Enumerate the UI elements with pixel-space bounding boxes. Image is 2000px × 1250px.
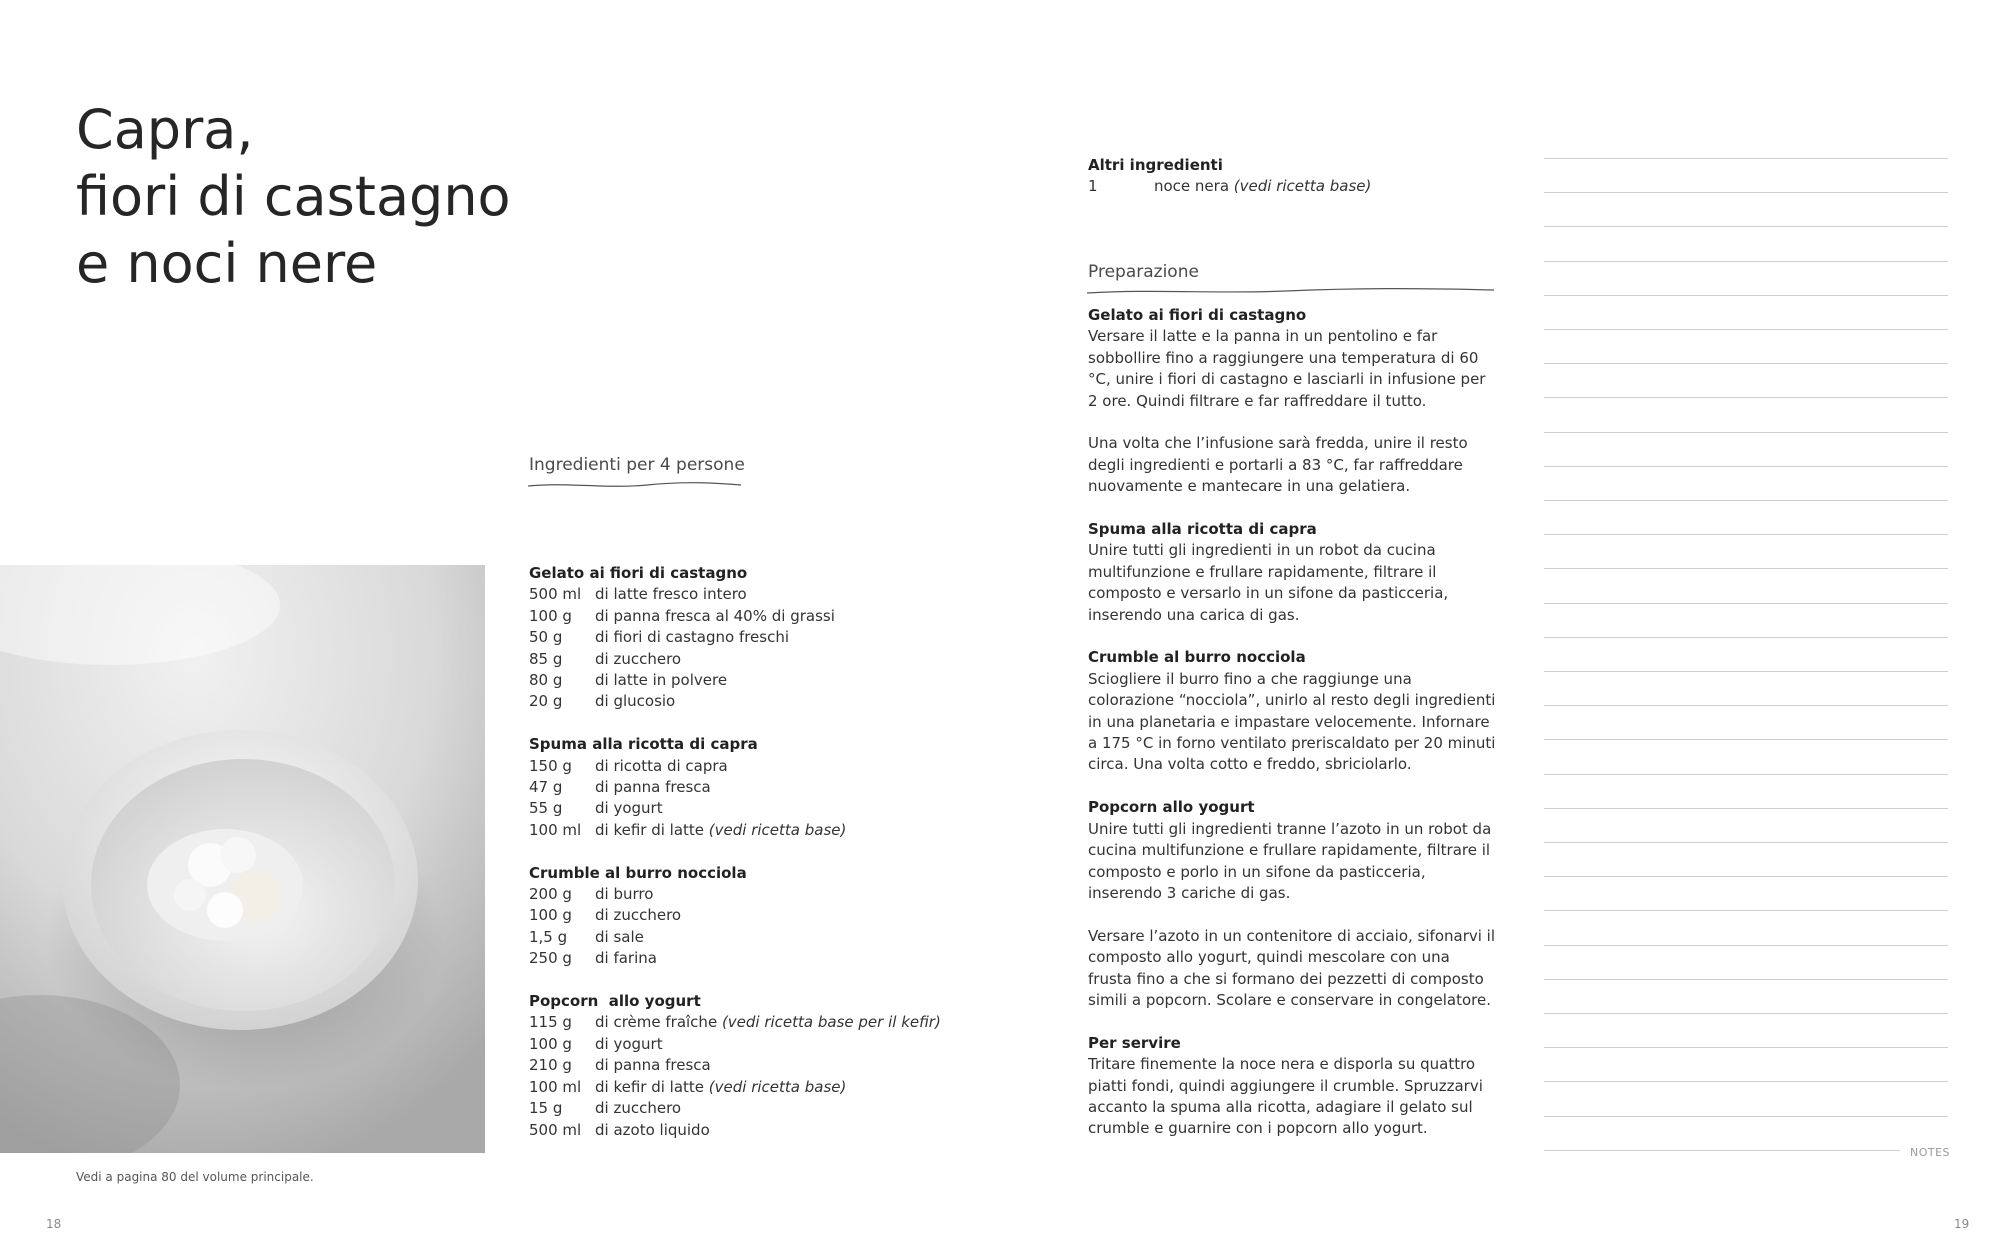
group-title: Spuma alla ricotta di capra bbox=[529, 735, 758, 754]
qty: 1 bbox=[1088, 177, 1098, 196]
ingredient-group-crumble bbox=[529, 863, 979, 970]
note-line bbox=[1544, 192, 1948, 193]
note-line bbox=[1544, 1081, 1948, 1082]
note-line bbox=[1544, 671, 1948, 672]
note-line bbox=[1544, 295, 1948, 296]
prep-paragraph: Versare il latte e la panna in un pentolino e far sobbollire fino a raggiungere una temperatura di 60 °C, unire i fiori di castagno e lasciarli in infusione per 2 ore. Quindi filtrare e far raffreddare il tutto. bbox=[1088, 327, 1486, 410]
note-line bbox=[1544, 466, 1948, 467]
note-line bbox=[1544, 637, 1948, 638]
note-line bbox=[1544, 1116, 1948, 1117]
qty: 115 g bbox=[529, 1013, 572, 1032]
ingredient-row bbox=[529, 1034, 979, 1055]
ingredient-row bbox=[529, 627, 979, 648]
ingredient-row bbox=[529, 1012, 979, 1033]
desc: di panna fresca bbox=[595, 1056, 711, 1075]
prep-paragraph: Una volta che l’infusione sarà fredda, unire il resto degli ingredienti e portarli a 83 °C, far raffreddare nuovamente e mantecare in una gelatiera. bbox=[1088, 434, 1468, 496]
desc-text: di crème fraîche bbox=[595, 1013, 722, 1032]
desc-note: (vedi ricetta base) bbox=[708, 1077, 847, 1096]
prep-title: Per servire bbox=[1088, 1033, 1181, 1052]
desc: di ricotta di capra bbox=[595, 756, 728, 775]
desc: di zucchero bbox=[595, 1099, 682, 1118]
desc: di zucchero bbox=[595, 906, 682, 925]
prep-title: Gelato ai fiori di castagno bbox=[1088, 306, 1307, 324]
ingredient-group-spuma bbox=[529, 734, 979, 841]
dish-photo bbox=[0, 565, 485, 1153]
note-line bbox=[1544, 329, 1948, 330]
ingredient-row bbox=[529, 1120, 979, 1141]
qty: 1,5 g bbox=[529, 927, 568, 946]
preparation-steps bbox=[1088, 305, 1498, 1161]
desc bbox=[1154, 176, 1371, 197]
note-line bbox=[1544, 876, 1948, 877]
prep-title: Crumble al burro nocciola bbox=[1088, 648, 1306, 667]
ingredient-group-gelato bbox=[529, 563, 979, 713]
page-number-left: 18 bbox=[46, 1217, 62, 1231]
ingredient-row bbox=[529, 691, 979, 712]
group-title: Popcorn allo yogurt bbox=[529, 992, 701, 1011]
qty: 50 g bbox=[529, 628, 563, 647]
ingredient-row bbox=[529, 1077, 979, 1098]
qty: 20 g bbox=[529, 692, 563, 711]
desc: di azoto liquido bbox=[595, 1120, 710, 1139]
desc-text: di kefir di latte bbox=[595, 820, 709, 839]
title-line-3: e noci nere bbox=[76, 232, 378, 295]
desc-note: (vedi ricetta base) bbox=[708, 820, 847, 839]
qty: 500 ml bbox=[529, 1120, 582, 1139]
note-line bbox=[1544, 1013, 1948, 1014]
desc-note: (vedi ricetta base per il kefir) bbox=[721, 1013, 941, 1032]
recipe-title bbox=[76, 96, 536, 297]
note-line bbox=[1544, 534, 1948, 535]
ingredient-row bbox=[529, 798, 979, 819]
ingredient-row bbox=[529, 584, 979, 605]
desc: di panna fresca bbox=[595, 778, 711, 797]
photo-caption: Vedi a pagina 80 del volume principale. bbox=[76, 1170, 314, 1184]
qty: 100 g bbox=[529, 1034, 572, 1053]
group-title: Gelato ai fiori di castagno bbox=[529, 564, 748, 582]
qty: 100 ml bbox=[529, 1077, 582, 1096]
note-line bbox=[1544, 500, 1948, 501]
other-ingredients-title: Altri ingredienti bbox=[1088, 156, 1223, 174]
qty: 80 g bbox=[529, 671, 563, 690]
qty: 55 g bbox=[529, 799, 563, 818]
prep-paragraph: Versare l’azoto in un contenitore di acciaio, sifonarvi il composto allo yogurt, quindi mescolare con una frusta fino a che si formano dei pezzetti di composto simili a popcorn. Scolare e conservare in congelatore. bbox=[1088, 926, 1496, 1009]
qty: 150 g bbox=[529, 756, 572, 775]
note-line bbox=[1544, 910, 1948, 911]
notes-label: NOTES bbox=[1910, 1146, 1951, 1159]
prep-paragraph: Unire tutti gli ingredienti in un robot da cucina multifunzione e frullare rapidamente, filtrare il composto e versarlo in un sifone da pasticceria, inserendo una carica di gas. bbox=[1088, 541, 1449, 624]
ingredient-row bbox=[529, 670, 979, 691]
ingredients-underline bbox=[527, 480, 743, 490]
qty: 250 g bbox=[529, 949, 572, 968]
ingredient-row bbox=[529, 1055, 979, 1076]
ingredient-row bbox=[529, 927, 979, 948]
desc bbox=[595, 1012, 941, 1033]
desc: di panna fresca al 40% di grassi bbox=[595, 606, 835, 625]
group-title: Crumble al burro nocciola bbox=[529, 863, 747, 882]
desc: di zucchero bbox=[595, 649, 682, 668]
page-number-right: 19 bbox=[1954, 1217, 1970, 1231]
note-line bbox=[1544, 979, 1948, 980]
ingredient-row bbox=[529, 606, 979, 627]
qty: 200 g bbox=[529, 885, 572, 904]
desc: di sale bbox=[595, 927, 644, 946]
ingredient-group-popcorn bbox=[529, 991, 979, 1141]
preparation-underline bbox=[1086, 285, 1496, 297]
desc-note: (vedi ricetta base) bbox=[1233, 177, 1372, 196]
prep-title: Popcorn allo yogurt bbox=[1088, 798, 1255, 817]
title-line-1: Capra, bbox=[76, 98, 254, 161]
note-line bbox=[1544, 363, 1948, 364]
note-line bbox=[1544, 568, 1948, 569]
ingredients-heading: Ingredienti per 4 persone bbox=[529, 455, 745, 475]
ingredient-row bbox=[529, 948, 979, 969]
note-line bbox=[1544, 1150, 1900, 1151]
desc: di latte fresco intero bbox=[595, 585, 747, 604]
note-line bbox=[1544, 261, 1948, 262]
preparation-heading: Preparazione bbox=[1088, 262, 1199, 282]
qty: 210 g bbox=[529, 1056, 572, 1075]
note-line bbox=[1544, 226, 1948, 227]
desc: di glucosio bbox=[595, 692, 676, 711]
desc: di yogurt bbox=[595, 1034, 663, 1053]
prep-paragraph: Unire tutti gli ingredienti tranne l’azoto in un robot da cucina multifunzione e frullare rapidamente, filtrare il composto e porlo in un sifone da pasticceria, inserendo 3 cariche di gas. bbox=[1088, 819, 1492, 902]
note-line bbox=[1544, 945, 1948, 946]
desc-text: di kefir di latte bbox=[595, 1077, 709, 1096]
note-line bbox=[1544, 842, 1948, 843]
qty: 85 g bbox=[529, 649, 563, 668]
note-line bbox=[1544, 158, 1948, 159]
note-line bbox=[1544, 1047, 1948, 1048]
note-line bbox=[1544, 397, 1948, 398]
note-line bbox=[1544, 774, 1948, 775]
title-line-2: fiori di castagno bbox=[76, 165, 511, 228]
qty: 15 g bbox=[529, 1099, 563, 1118]
qty: 500 ml bbox=[529, 585, 582, 604]
qty: 100 g bbox=[529, 906, 572, 925]
ingredient-row bbox=[1088, 176, 1508, 197]
ingredient-row bbox=[529, 884, 979, 905]
ingredient-row bbox=[529, 756, 979, 777]
prep-title: Spuma alla ricotta di capra bbox=[1088, 520, 1317, 539]
note-line bbox=[1544, 432, 1948, 433]
other-ingredients bbox=[1088, 155, 1508, 198]
qty: 100 g bbox=[529, 606, 572, 625]
note-line bbox=[1544, 603, 1948, 604]
bowl-illustration bbox=[0, 565, 485, 1153]
qty: 100 ml bbox=[529, 820, 582, 839]
prep-paragraph: Sciogliere il burro fino a che raggiunge una colorazione “nocciola”, unirlo al resto degli ingredienti in una planetaria e impastare velocemente. Infornare a 175 °C in forno ventilato preriscaldato per 20 minuti circa. Una volta cotto e freddo, sbriciolarlo. bbox=[1088, 669, 1496, 774]
ingredient-row bbox=[529, 1098, 979, 1119]
desc: di yogurt bbox=[595, 799, 663, 818]
ingredient-row bbox=[529, 820, 979, 841]
desc-text: noce nera bbox=[1154, 177, 1234, 196]
prep-paragraph: Tritare finemente la noce nera e disporla su quattro piatti fondi, quindi aggiungere il crumble. Spruzzarvi accanto la spuma alla ricotta, adagiare il gelato sul crumble e guarnire con i popcorn allo yogurt. bbox=[1088, 1055, 1483, 1138]
desc bbox=[595, 820, 846, 841]
ingredients-list bbox=[529, 563, 979, 1162]
note-line bbox=[1544, 705, 1948, 706]
ingredient-row bbox=[529, 777, 979, 798]
desc: di farina bbox=[595, 949, 657, 968]
note-line bbox=[1544, 739, 1948, 740]
note-line bbox=[1544, 808, 1948, 809]
desc bbox=[595, 1077, 846, 1098]
desc: di burro bbox=[595, 885, 654, 904]
desc: di latte in polvere bbox=[595, 671, 728, 690]
desc: di fiori di castagno freschi bbox=[595, 628, 790, 647]
qty: 47 g bbox=[529, 778, 563, 797]
ingredient-row bbox=[529, 649, 979, 670]
ingredient-row bbox=[529, 905, 979, 926]
